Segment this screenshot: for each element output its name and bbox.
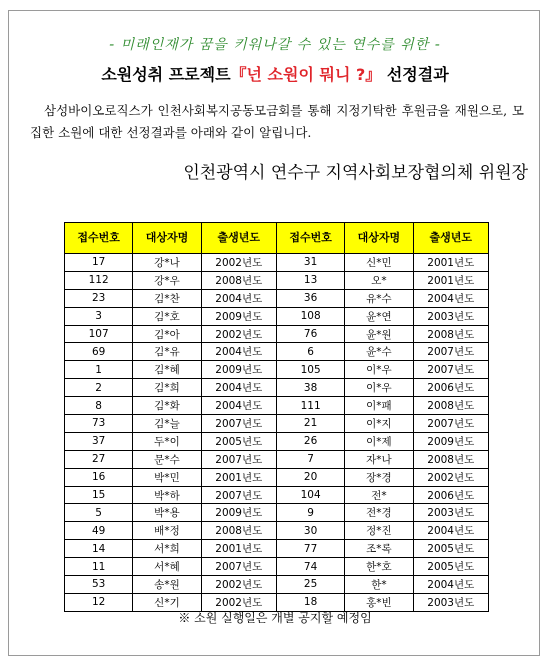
cell-name: 한*호 <box>345 558 413 576</box>
table-row <box>65 540 489 558</box>
title-highlight: 『넌 소원이 뭐니 ?』 <box>230 65 382 84</box>
cell-name: 윤*수 <box>345 343 413 361</box>
cell-birth-year: 2002년도 <box>201 593 276 611</box>
cell-name: 송*원 <box>133 576 201 594</box>
slogan: - 미래인재가 꿈을 키워나갈 수 있는 연수를 위한 - <box>109 37 441 53</box>
cell-birth-year: 2006년도 <box>413 486 488 504</box>
cell-birth-year: 2009년도 <box>201 504 276 522</box>
cell-name: 정*진 <box>345 522 413 540</box>
cell-number: 49 <box>65 522 133 540</box>
cell-name: 장*경 <box>345 468 413 486</box>
table-row <box>65 415 489 433</box>
cell-birth-year: 2008년도 <box>413 397 488 415</box>
table-row <box>65 558 489 576</box>
cell-number: 111 <box>276 397 344 415</box>
cell-number: 77 <box>276 540 344 558</box>
cell-name: 서*희 <box>133 540 201 558</box>
table-row <box>65 361 489 379</box>
cell-name: 한* <box>345 576 413 594</box>
cell-number: 107 <box>65 325 133 343</box>
cell-birth-year: 2001년도 <box>201 540 276 558</box>
table-row <box>65 522 489 540</box>
cell-birth-year: 2004년도 <box>413 522 488 540</box>
cell-name: 김*호 <box>133 307 201 325</box>
cell-birth-year: 2004년도 <box>201 379 276 397</box>
cell-number: 3 <box>65 307 133 325</box>
cell-name: 강*우 <box>133 271 201 289</box>
cell-name: 김*찬 <box>133 289 201 307</box>
cell-number: 27 <box>65 450 133 468</box>
cell-number: 30 <box>276 522 344 540</box>
table-row <box>65 379 489 397</box>
cell-birth-year: 2003년도 <box>413 504 488 522</box>
cell-number: 23 <box>65 289 133 307</box>
cell-birth-year: 2005년도 <box>413 540 488 558</box>
cell-number: 36 <box>276 289 344 307</box>
cell-birth-year: 2002년도 <box>201 576 276 594</box>
cell-birth-year: 2008년도 <box>201 271 276 289</box>
cell-name: 박*하 <box>133 486 201 504</box>
cell-name: 문*수 <box>133 450 201 468</box>
title-prefix: 소원성취 프로젝트 <box>101 65 231 84</box>
cell-name: 박*민 <box>133 468 201 486</box>
cell-name: 김*늘 <box>133 415 201 433</box>
cell-number: 16 <box>65 468 133 486</box>
cell-number: 69 <box>65 343 133 361</box>
table-row <box>65 254 489 272</box>
cell-birth-year: 2008년도 <box>413 450 488 468</box>
cell-birth-year: 2009년도 <box>201 307 276 325</box>
cell-number: 11 <box>65 558 133 576</box>
cell-birth-year: 2007년도 <box>413 361 488 379</box>
cell-number: 37 <box>65 432 133 450</box>
cell-birth-year: 2001년도 <box>413 271 488 289</box>
cell-number: 15 <box>65 486 133 504</box>
cell-name: 유*수 <box>345 289 413 307</box>
cell-birth-year: 2007년도 <box>201 486 276 504</box>
cell-birth-year: 2003년도 <box>413 307 488 325</box>
table-row <box>65 289 489 307</box>
cell-number: 112 <box>65 271 133 289</box>
cell-birth-year: 2003년도 <box>413 593 488 611</box>
header-number: 접수번호 <box>65 223 133 254</box>
cell-number: 104 <box>276 486 344 504</box>
cell-number: 38 <box>276 379 344 397</box>
cell-name: 신*기 <box>133 593 201 611</box>
cell-birth-year: 2006년도 <box>413 379 488 397</box>
cell-birth-year: 2007년도 <box>201 450 276 468</box>
cell-name: 김*희 <box>133 379 201 397</box>
cell-number: 26 <box>276 432 344 450</box>
cell-name: 이*지 <box>345 415 413 433</box>
cell-birth-year: 2002년도 <box>413 468 488 486</box>
cell-number: 5 <box>65 504 133 522</box>
cell-name: 배*정 <box>133 522 201 540</box>
table-row <box>65 468 489 486</box>
cell-name: 윤*연 <box>345 307 413 325</box>
cell-birth-year: 2004년도 <box>201 343 276 361</box>
title-suffix: 선정결과 <box>386 65 449 84</box>
header-name: 대상자명 <box>133 223 201 254</box>
cell-number: 21 <box>276 415 344 433</box>
cell-birth-year: 2001년도 <box>413 254 488 272</box>
table-row <box>65 343 489 361</box>
table-row <box>65 432 489 450</box>
cell-number: 18 <box>276 593 344 611</box>
cell-name: 신*민 <box>345 254 413 272</box>
cell-number: 8 <box>65 397 133 415</box>
cell-name: 자*나 <box>345 450 413 468</box>
cell-name: 전* <box>345 486 413 504</box>
table-row <box>65 576 489 594</box>
cell-birth-year: 2002년도 <box>201 325 276 343</box>
cell-birth-year: 2007년도 <box>201 415 276 433</box>
cell-number: 31 <box>276 254 344 272</box>
cell-number: 25 <box>276 576 344 594</box>
table-row <box>65 504 489 522</box>
header-number: 접수번호 <box>276 223 344 254</box>
cell-name: 이*패 <box>345 397 413 415</box>
cell-name: 김*아 <box>133 325 201 343</box>
cell-name: 이*우 <box>345 379 413 397</box>
cell-name: 박*용 <box>133 504 201 522</box>
table-row <box>65 450 489 468</box>
cell-birth-year: 2007년도 <box>413 415 488 433</box>
cell-number: 108 <box>276 307 344 325</box>
cell-name: 강*나 <box>133 254 201 272</box>
cell-number: 7 <box>276 450 344 468</box>
cell-number: 9 <box>276 504 344 522</box>
table-row <box>65 271 489 289</box>
cell-number: 74 <box>276 558 344 576</box>
cell-number: 53 <box>65 576 133 594</box>
result-table <box>64 222 489 612</box>
cell-birth-year: 2004년도 <box>413 289 488 307</box>
cell-birth-year: 2007년도 <box>413 343 488 361</box>
footer-note: ※ 소원 실행일은 개별 공지할 예정임 <box>178 611 372 625</box>
cell-name: 이*우 <box>345 361 413 379</box>
cell-number: 13 <box>276 271 344 289</box>
cell-number: 17 <box>65 254 133 272</box>
header-birth-year: 출생년도 <box>413 223 488 254</box>
cell-number: 14 <box>65 540 133 558</box>
header-birth-year: 출생년도 <box>201 223 276 254</box>
cell-name: 전*경 <box>345 504 413 522</box>
cell-number: 1 <box>65 361 133 379</box>
cell-birth-year: 2005년도 <box>201 432 276 450</box>
cell-number: 6 <box>276 343 344 361</box>
table-row <box>65 397 489 415</box>
cell-birth-year: 2004년도 <box>413 576 488 594</box>
cell-birth-year: 2008년도 <box>201 522 276 540</box>
cell-birth-year: 2009년도 <box>413 432 488 450</box>
intro-paragraph: 삼성바이오로직스가 인천사회복지공동모금회를 통해 지정기탁한 후원금을 재원으로, 모집한 소원에 대한 선정결과를 아래와 같이 알립니다. <box>30 103 524 140</box>
page-title <box>0 62 550 85</box>
table-row <box>65 486 489 504</box>
cell-name: 홍*빈 <box>345 593 413 611</box>
cell-number: 73 <box>65 415 133 433</box>
signer: 인천광역시 연수구 지역사회보장협의체 위원장 <box>183 163 528 183</box>
table-body <box>65 254 489 612</box>
cell-name: 서*혜 <box>133 558 201 576</box>
cell-birth-year: 2005년도 <box>413 558 488 576</box>
cell-name: 김*유 <box>133 343 201 361</box>
cell-name: 두*이 <box>133 432 201 450</box>
cell-name: 조*록 <box>345 540 413 558</box>
cell-birth-year: 2001년도 <box>201 468 276 486</box>
cell-number: 12 <box>65 593 133 611</box>
cell-number: 105 <box>276 361 344 379</box>
cell-name: 윤*원 <box>345 325 413 343</box>
cell-number: 2 <box>65 379 133 397</box>
cell-number: 76 <box>276 325 344 343</box>
cell-name: 김*혜 <box>133 361 201 379</box>
cell-birth-year: 2008년도 <box>413 325 488 343</box>
cell-name: 이*제 <box>345 432 413 450</box>
table-row <box>65 325 489 343</box>
cell-name: 김*화 <box>133 397 201 415</box>
cell-birth-year: 2002년도 <box>201 254 276 272</box>
table-row <box>65 307 489 325</box>
cell-birth-year: 2007년도 <box>201 558 276 576</box>
cell-name: 오* <box>345 271 413 289</box>
cell-number: 20 <box>276 468 344 486</box>
cell-birth-year: 2004년도 <box>201 397 276 415</box>
table-header-row <box>65 223 489 254</box>
cell-birth-year: 2009년도 <box>201 361 276 379</box>
header-name: 대상자명 <box>345 223 413 254</box>
cell-birth-year: 2004년도 <box>201 289 276 307</box>
